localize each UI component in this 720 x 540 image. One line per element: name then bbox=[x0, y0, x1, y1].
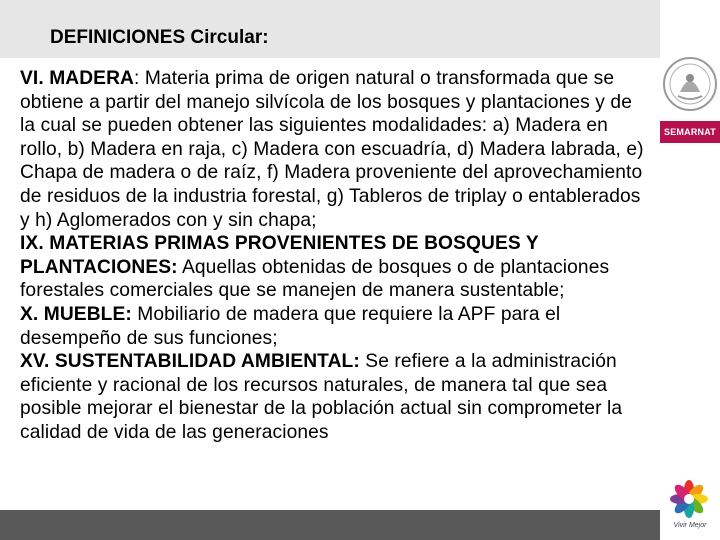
header-bar bbox=[0, 0, 660, 58]
vivir-mejor-flower-icon bbox=[668, 478, 710, 520]
mexico-coat-of-arms-icon bbox=[662, 56, 718, 112]
definition-materias-primas bbox=[20, 232, 652, 303]
footer-logo-caption: Vivir Mejor bbox=[673, 522, 707, 529]
definition-text: Mobiliario de madera que requiere la APF para el desempeño de sus funciones; bbox=[20, 303, 561, 349]
definition-sustentabilidad bbox=[20, 350, 652, 444]
footer-bar bbox=[0, 510, 660, 540]
definition-term: X. MUEBLE: bbox=[20, 303, 132, 325]
definition-separator: : bbox=[134, 68, 140, 89]
definition-term: VI. MADERA bbox=[20, 68, 134, 89]
definition-mueble bbox=[20, 303, 652, 350]
page-title: DEFINICIONES Circular: bbox=[50, 27, 269, 48]
definition-text: Se refiere a la administración eficiente y racional de los recursos naturales, de manera tal que sea posible mejorar el bienestar de la población actual sin comprometer la calidad de vida de las generaciones bbox=[20, 351, 623, 443]
definition-text: Materia prima de origen natural o transformada que se obtiene a partir del manejo silvícola de los bosques y plantaciones y de la cual se pueden obtener las siguientes modalidades: a) Madera en rollo, b) Madera en raja, c) Madera con escuadría, d) Madera labrada, e) Chapa de madera o de raíz, f) Madera proveniente del aprovechamiento de residuos de la industria forestal, g) Tableros de triplay o entablerados y h) Aglomerados con y sin chapa; bbox=[20, 68, 644, 231]
semarnat-badge: SEMARNAT bbox=[660, 121, 720, 143]
definition-term: IX. MATERIAS PRIMAS PROVENIENTES DE BOSQUES Y PLANTACIONES: bbox=[20, 233, 539, 278]
definition-term: XV. SUSTENTABILIDAD AMBIENTAL: bbox=[20, 351, 360, 373]
definitions-body bbox=[20, 67, 652, 445]
definition-text: Aquellas obtenidas de bosques o de plantaciones forestales comerciales que se manejen de manera sustentable; bbox=[20, 256, 610, 302]
definition-madera bbox=[20, 67, 652, 232]
